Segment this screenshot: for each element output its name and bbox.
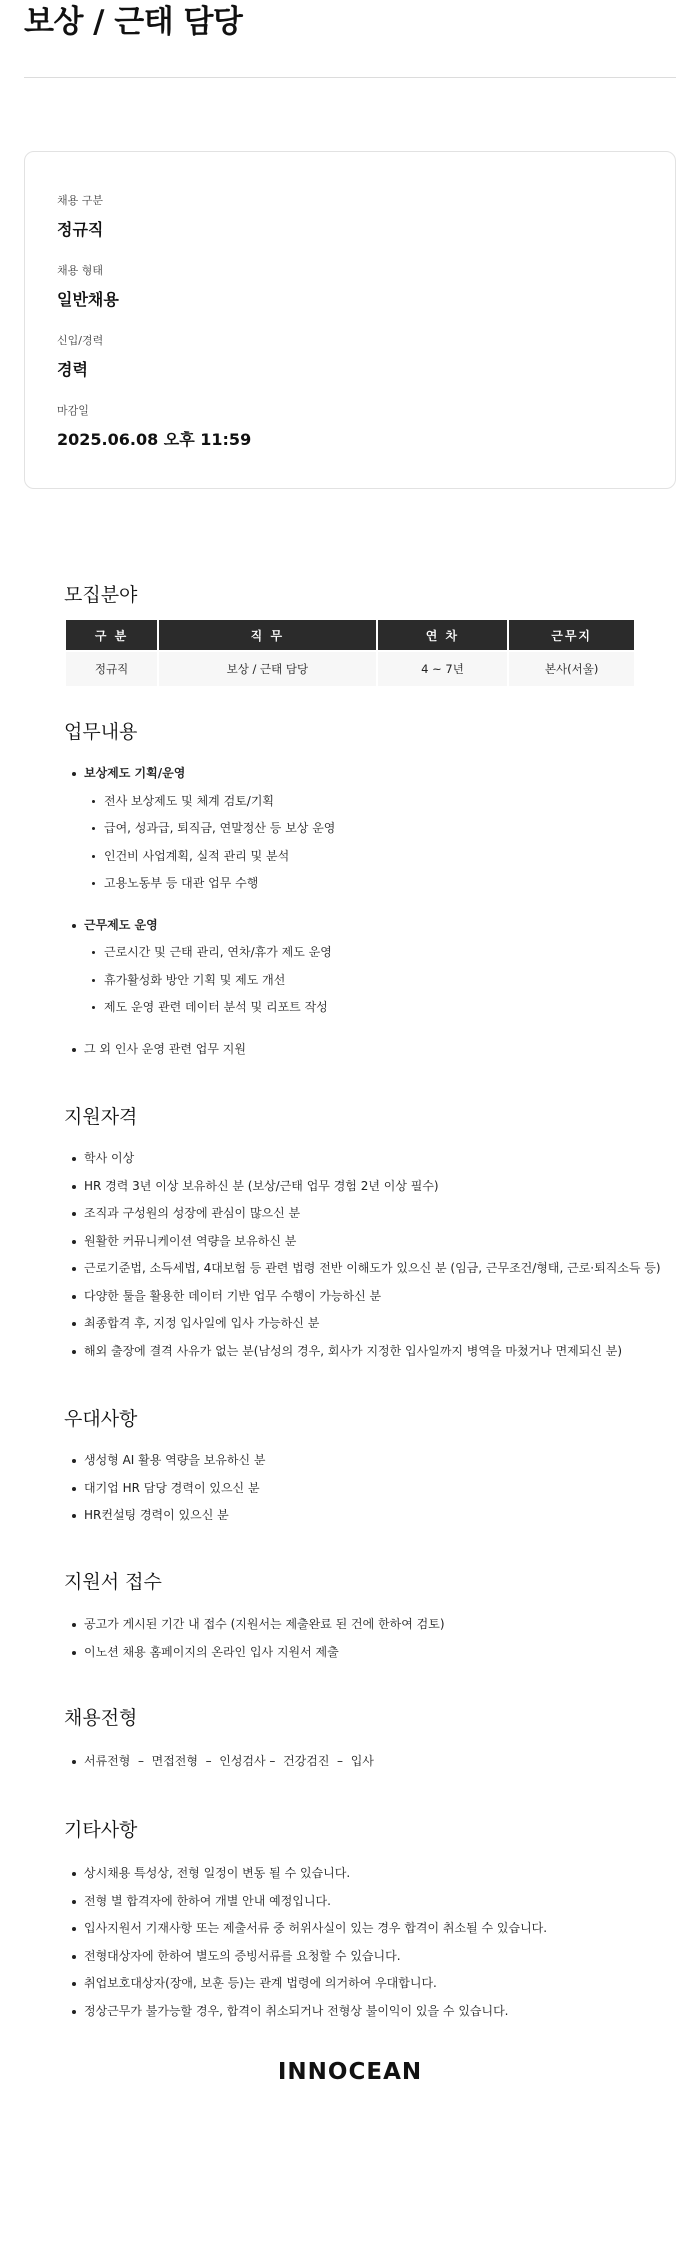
list-item: 조직과 구성원의 성장에 관심이 많으신 분 xyxy=(64,1200,664,1228)
info-value: 정규직 xyxy=(57,220,104,239)
list-item-heading: 보상제도 기획/운영 xyxy=(64,760,664,788)
list-item: 대기업 HR 담당 경력이 있으신 분 xyxy=(64,1475,664,1503)
list-item: 휴가활성화 방안 기획 및 제도 개선 xyxy=(64,967,664,995)
list-item: 전형대상자에 한하여 별도의 증빙서류를 요청할 수 있습니다. xyxy=(64,1943,664,1971)
table-cell: 4 ~ 7년 xyxy=(378,650,508,686)
recruit-field-table xyxy=(64,620,636,686)
list-item: 상시채용 특성상, 전형 일정이 변동 될 수 있습니다. xyxy=(64,1860,664,1888)
preferences-list xyxy=(64,1447,664,1530)
process-list xyxy=(64,1748,664,1776)
table-cell: 본사(서울) xyxy=(509,650,634,686)
column-header: 근무지 xyxy=(509,620,634,650)
list-item: 해외 출장에 결격 사유가 없는 분(남성의 경우, 회사가 지정한 입사일까지 병역을 마쳤거나 면제되신 분) xyxy=(64,1338,664,1366)
list-item: 그 외 인사 운영 관련 업무 지원 xyxy=(64,1036,664,1064)
info-label: 채용 구분 xyxy=(57,194,104,207)
list-item: 다양한 툴을 활용한 데이터 기반 업무 수행이 가능하신 분 xyxy=(64,1283,664,1311)
list-item: 입사지원서 기재사항 또는 제출서류 중 허위사실이 있는 경우 합격이 취소될 수 있습니다. xyxy=(64,1915,664,1943)
info-deadline xyxy=(57,404,251,450)
list-item: 근로기준법, 소득세법, 4대보험 등 관련 법령 전반 이해도가 있으신 분 (임금, 근무조건/형태, 근로·퇴직소득 등) xyxy=(64,1255,664,1283)
list-item: 이노션 채용 홈페이지의 온라인 입사 지원서 제출 xyxy=(64,1639,664,1667)
table-header-row xyxy=(66,620,634,650)
list-item: 취업보호대상자(장애, 보훈 등)는 관계 법령에 의거하여 우대합니다. xyxy=(64,1970,664,1998)
info-experience-level xyxy=(57,334,103,380)
info-employment-type xyxy=(57,194,103,240)
title-divider xyxy=(24,77,676,78)
info-label: 채용 형태 xyxy=(57,264,104,277)
application-list xyxy=(64,1611,664,1666)
list-item: HR 경력 3년 이상 보유하신 분 (보상/근태 업무 경험 2년 이상 필수) xyxy=(64,1173,664,1201)
list-item: 학사 이상 xyxy=(64,1145,664,1173)
list-item: 제도 운영 관련 데이터 분석 및 리포트 작성 xyxy=(64,994,664,1022)
list-item-heading: 근무제도 운영 xyxy=(64,912,664,940)
table-cell: 보상 / 근태 담당 xyxy=(159,650,376,686)
list-item: 고용노동부 등 대관 업무 수행 xyxy=(64,870,664,898)
others-list xyxy=(64,1860,664,2025)
column-header: 연 차 xyxy=(378,620,508,650)
info-value: 일반채용 xyxy=(57,290,119,309)
job-summary-card xyxy=(24,151,676,489)
info-label: 신입/경력 xyxy=(57,334,104,347)
innocean-logo: INNOCEAN xyxy=(277,2059,423,2085)
list-item: 서류전형 – 면접전형 – 인성검사 – 건강검진 – 입사 xyxy=(64,1748,664,1776)
list-item: 전형 별 합격자에 한하여 개별 안내 예정입니다. xyxy=(64,1888,664,1916)
section-title-application: 지원서 접수 xyxy=(64,1571,162,1593)
info-value: 경력 xyxy=(57,360,88,379)
list-item: HR컨설팅 경력이 있으신 분 xyxy=(64,1502,664,1530)
list-item: 생성형 AI 활용 역량을 보유하신 분 xyxy=(64,1447,664,1475)
list-item: 급여, 성과급, 퇴직금, 연말정산 등 보상 운영 xyxy=(64,815,664,843)
section-title-duties: 업무내용 xyxy=(64,721,138,743)
column-header: 구 분 xyxy=(66,620,157,650)
list-item: 전사 보상제도 및 체계 검토/기획 xyxy=(64,788,664,816)
qualifications-list xyxy=(64,1145,664,1365)
table-row xyxy=(66,650,634,686)
duties-list xyxy=(64,760,664,1063)
info-hiring-type xyxy=(57,264,119,310)
list-item: 인건비 사업계획, 실적 관리 및 분석 xyxy=(64,843,664,871)
list-item: 원활한 커뮤니케이션 역량을 보유하신 분 xyxy=(64,1228,664,1256)
section-title-recruit-field: 모집분야 xyxy=(64,584,138,606)
page-title: 보상 / 근태 담당 xyxy=(24,4,243,40)
info-label: 마감일 xyxy=(57,404,89,417)
section-title-others: 기타사항 xyxy=(64,1819,138,1841)
table-cell: 정규직 xyxy=(66,650,157,686)
section-title-process: 채용전형 xyxy=(64,1707,138,1729)
list-item: 정상근무가 불가능할 경우, 합격이 취소되거나 전형상 불이익이 있을 수 있습니다. xyxy=(64,1998,664,2026)
section-title-qualifications: 지원자격 xyxy=(64,1106,138,1128)
column-header: 직 무 xyxy=(159,620,376,650)
section-title-preferences: 우대사항 xyxy=(64,1408,138,1430)
info-value: 2025.06.08 오후 11:59 xyxy=(57,430,252,449)
list-item: 공고가 게시된 기간 내 접수 (지원서는 제출완료 된 건에 한하여 검토) xyxy=(64,1611,664,1639)
list-item: 근로시간 및 근태 관리, 연차/휴가 제도 운영 xyxy=(64,939,664,967)
list-item: 최종합격 후, 지정 입사일에 입사 가능하신 분 xyxy=(64,1310,664,1338)
